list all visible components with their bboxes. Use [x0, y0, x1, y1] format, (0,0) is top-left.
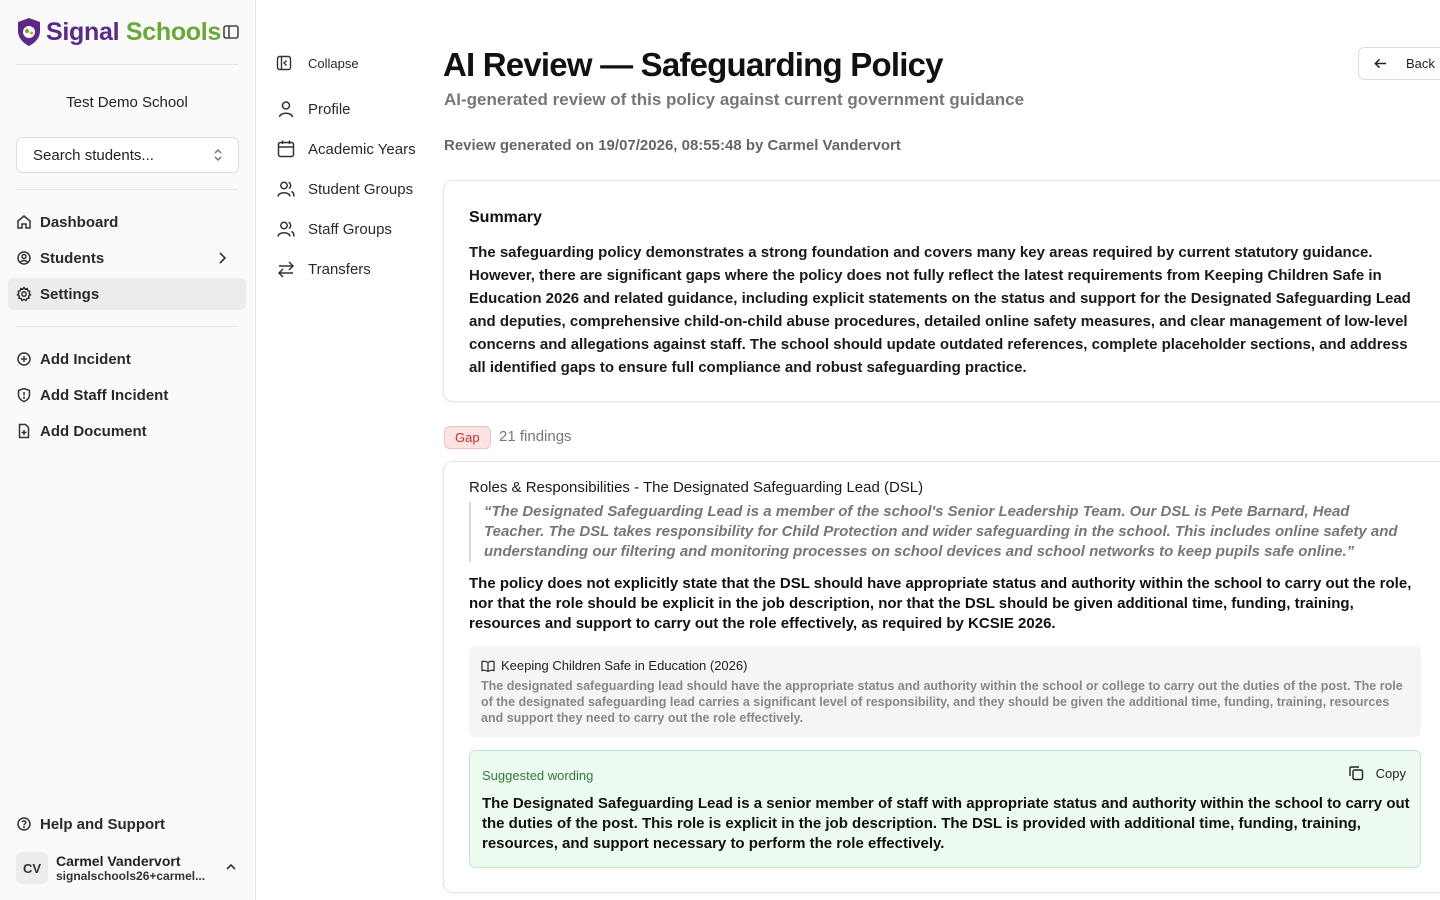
chevron-right-icon — [214, 250, 230, 266]
subnav-label: Staff Groups — [308, 220, 392, 238]
user-info — [56, 853, 216, 883]
logo[interactable] — [16, 14, 246, 50]
collapse-label: Collapse — [308, 55, 359, 71]
guidance-reference — [469, 646, 1421, 737]
reference-title — [481, 658, 747, 673]
subnav-label: Transfers — [308, 260, 371, 278]
user-menu[interactable] — [16, 848, 244, 888]
home-icon — [16, 214, 32, 230]
students-icon — [16, 250, 32, 266]
page-title: AI Review — Safeguarding Policy — [443, 46, 943, 83]
action-label: Add Document — [40, 422, 147, 440]
nav-students[interactable] — [8, 242, 246, 274]
status-badge: Gap — [444, 426, 491, 449]
back-button[interactable] — [1358, 47, 1440, 80]
divider — [16, 326, 238, 327]
back-label: Back — [1406, 56, 1435, 71]
subnav-label: Profile — [308, 100, 351, 118]
finding-quote: “The Designated Safeguarding Lead is a member of the school's Senior Leadership Team. Our DSL is Pete Barnard, Head Teacher. The DSL takes responsibility for Child Protection and wider safeguarding in the school. This includes online safety and understanding our filtering and monitoring processes on school devices and school networks to keep pupils safe online.” — [469, 502, 1404, 562]
panel-collapse-icon — [276, 55, 292, 71]
page-subtitle: AI-generated review of this policy against current government guidance — [444, 90, 1025, 109]
logo-shield-icon — [16, 17, 42, 47]
school-name: Test Demo School — [66, 94, 188, 111]
chevron-up-icon — [224, 860, 238, 874]
action-label: Add Incident — [40, 350, 131, 368]
user-name: Carmel Vandervort — [56, 853, 181, 869]
reference-body: The designated safeguarding lead should have the appropriate status and authority within the school or college to carry out the duties of the post. The role of the designated safeguarding lead carries a significant level of responsibility, and they should be given the additional time, funding, training, resources and support they need to carry out the role effectively. — [481, 679, 1403, 725]
summary-heading: Summary — [469, 209, 542, 226]
suggested-wording — [469, 750, 1421, 868]
finding-title: Roles & Responsibilities - The Designated Safeguarding Lead (DSL) — [469, 479, 924, 496]
chevrons-up-down-icon — [212, 147, 224, 163]
users-icon — [276, 179, 296, 199]
subnav-label: Academic Years — [308, 140, 416, 158]
user-icon — [276, 99, 296, 119]
gear-icon — [16, 286, 32, 302]
subnav-profile[interactable] — [276, 99, 351, 119]
finding-card — [443, 461, 1440, 893]
copy-label: Copy — [1375, 765, 1406, 781]
help-label: Help and Support — [40, 815, 165, 833]
copy-button[interactable] — [1348, 765, 1406, 781]
sidebar-toggle-icon[interactable] — [222, 23, 240, 41]
user-email: signalschools26+carmel... — [56, 869, 206, 883]
logo-text: Signal Schools — [46, 17, 222, 46]
suggested-wording-label: Suggested wording — [482, 768, 594, 783]
users-icon — [276, 219, 296, 239]
add-document-button[interactable] — [8, 415, 246, 447]
subnav-transfers[interactable] — [276, 259, 371, 279]
reference-title-text: Keeping Children Safe in Education (2026) — [501, 658, 748, 673]
nav-settings[interactable] — [8, 278, 246, 310]
search-text: Search students... — [33, 146, 154, 164]
arrow-left-icon — [1373, 56, 1388, 71]
help-and-support-link[interactable] — [8, 808, 246, 840]
add-staff-incident-button[interactable] — [8, 379, 246, 411]
transfer-icon — [276, 259, 296, 279]
nav-label: Dashboard — [40, 213, 119, 231]
book-open-icon — [481, 659, 495, 673]
nav-label: Students — [40, 249, 105, 267]
subnav-label: Student Groups — [308, 180, 414, 198]
nav-dashboard[interactable] — [8, 206, 246, 238]
subnav-academic-years[interactable] — [276, 139, 416, 159]
summary-card — [443, 180, 1440, 402]
add-incident-button[interactable] — [8, 343, 246, 375]
student-search-select[interactable] — [16, 137, 239, 173]
collapse-button[interactable] — [276, 55, 359, 71]
copy-icon — [1348, 765, 1364, 781]
suggested-wording-body: The Designated Safeguarding Lead is a senior member of staff with appropriate status and authority within the school to carry out the duties of the post. This role is explicit in the job description. The DSL is provided with additional time, funding, training, resources, and support necessary to perform the role effectively. — [482, 795, 1410, 852]
action-label: Add Staff Incident — [40, 386, 169, 404]
calendar-icon — [276, 139, 296, 159]
subnav-staff-groups[interactable] — [276, 219, 392, 239]
findings-count: 21 findings — [499, 428, 572, 445]
review-meta: Review generated on 19/07/2026, 08:55:48 by Carmel Vandervort — [444, 137, 901, 154]
sidebar — [0, 0, 256, 900]
file-plus-icon — [16, 423, 32, 439]
shield-icon — [16, 387, 32, 403]
avatar: CV — [16, 852, 48, 884]
help-circle-icon — [16, 816, 32, 832]
finding-issue: The policy does not explicitly state that the DSL should have appropriate status and authority within the school to carry out the role, nor that the role should be explicit in the job description, nor that the DSL should be given additional time, funding, training, resources and support to carry out the role effectively, as required by KCSIE 2026. — [469, 575, 1412, 632]
plus-circle-icon — [16, 351, 32, 367]
nav-label: Settings — [40, 285, 100, 303]
summary-body: The safeguarding policy demonstrates a strong foundation and covers many key areas required by current statutory guidance. However, there are significant gaps where the policy does not fully reflect the latest requirements from Keeping Children Safe in Education 2026 and related guidance, including explicit statements on the status and support for the Designated Safeguarding Lead and deputies, comprehensive child-on-child abuse procedures, detailed online safety measures, and clear management of low-level concerns and allegations against staff. The school should update outdated references, complete placeholder sections, and address all identified gaps to ensure full compliance and robust safeguarding practice. — [469, 244, 1411, 376]
divider — [16, 64, 238, 65]
subnav-student-groups[interactable] — [276, 179, 413, 199]
divider — [16, 189, 238, 190]
